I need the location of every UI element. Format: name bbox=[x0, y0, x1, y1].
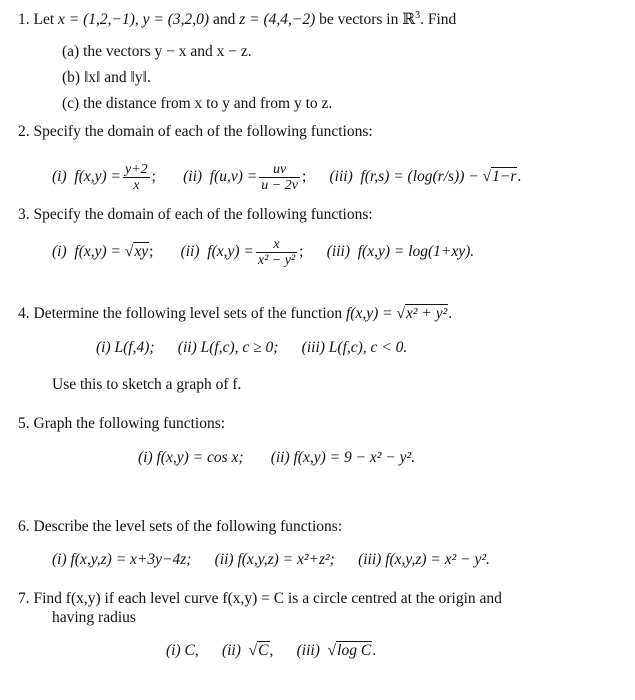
numerator: uv bbox=[259, 162, 300, 178]
math-expr: (iii) f(x,y,z) = x² − y². bbox=[358, 551, 490, 568]
problem-text: Graph the following functions: bbox=[33, 415, 226, 432]
problem-2-statement bbox=[18, 122, 373, 142]
punctuation: . bbox=[517, 168, 522, 185]
problem-6-functions bbox=[52, 550, 490, 570]
radicand: x² + y² bbox=[406, 305, 448, 322]
problem-3-statement bbox=[18, 205, 373, 225]
problem-text: and bbox=[209, 11, 240, 28]
math-expr: (i) f(x,y,z) = x+3y−4z; bbox=[52, 551, 192, 568]
denominator: x² − y² bbox=[257, 252, 296, 268]
problem-6-statement bbox=[18, 517, 342, 537]
math-expr: f(x,y) = bbox=[74, 243, 125, 260]
square-root: √x² + y² bbox=[396, 305, 448, 322]
math-expr: (i) f(x,y) = cos x; bbox=[138, 449, 244, 466]
problem-text: Determine the following level sets of the function bbox=[33, 305, 346, 322]
problem-text: Let bbox=[33, 11, 59, 28]
square-root: √xy bbox=[124, 243, 149, 260]
problem-text: . Find bbox=[420, 11, 457, 28]
problem-number: 4. bbox=[18, 305, 30, 322]
math-expr: (i) C, bbox=[166, 642, 199, 659]
punctuation: . bbox=[448, 305, 453, 322]
math-expr: f(x,y) = bbox=[346, 305, 397, 322]
item-label: (ii) bbox=[221, 642, 241, 659]
problem-text: Find f(x,y) if each level curve f(x,y) = C is a circle centred at the origin and bbox=[33, 590, 502, 607]
problem-7-statement-cont: having radius bbox=[52, 609, 136, 626]
math-expr: (iii) L(f,c), c < 0. bbox=[301, 339, 408, 356]
problem-4-sketch: Use this to sketch a graph of f. bbox=[52, 376, 242, 393]
problem-number: 3. bbox=[18, 206, 30, 223]
punctuation: , bbox=[269, 642, 274, 659]
problem-2-functions: (i) f(x,y) = $\frac{y+2}{x}$ ; (ii) f(u,v) = $\frac{uv}{u - 2v}$ ; (iii) f(r,s) = (log(r/s)) − √1−r. bbox=[52, 161, 522, 193]
problem-5-statement bbox=[18, 414, 225, 434]
problem-number: 2. bbox=[18, 123, 30, 140]
problem-text: be vectors in ℝ bbox=[315, 11, 416, 28]
fraction bbox=[259, 162, 300, 193]
punctuation: . bbox=[372, 642, 377, 659]
math-expr: (ii) f(x,y,z) = x²+z²; bbox=[214, 551, 335, 568]
problem-7-statement bbox=[18, 589, 502, 609]
problem-7-radii bbox=[166, 641, 376, 661]
problem-1-part-a: (a) the vectors y − x and x − z. bbox=[62, 43, 252, 60]
problem-number: 6. bbox=[18, 518, 30, 535]
math-expr: f(u,v) = bbox=[209, 168, 258, 185]
numerator: y+2 bbox=[125, 161, 148, 177]
problem-text: Specify the domain of each of the following functions: bbox=[33, 123, 373, 140]
radicand: 1−r bbox=[492, 168, 517, 185]
item-label: (iii) bbox=[329, 168, 353, 185]
math-expr: f(x,y) = bbox=[74, 168, 121, 185]
problem-3-functions: (i) f(x,y) = √xy; (ii) f(x,y) = $\frac{x}{\text{x² − y²}}$ ; (iii) f(x,y) = log(1+xy). bbox=[52, 236, 475, 268]
problem-text: Specify the domain of each of the following functions: bbox=[33, 206, 373, 223]
square-root: √C bbox=[248, 642, 269, 659]
problem-4-level-sets bbox=[96, 338, 407, 358]
item-label: (ii) bbox=[180, 243, 200, 260]
problem-1-statement bbox=[18, 10, 456, 30]
problem-number: 5. bbox=[18, 415, 30, 432]
problem-1-part-b: (b) ‖x‖ and ‖y‖. bbox=[62, 69, 151, 86]
problem-number: 7. bbox=[18, 590, 30, 607]
math-expr: f(x,y) = bbox=[207, 243, 254, 260]
item-label: (iii) bbox=[326, 243, 350, 260]
radicand: xy bbox=[134, 243, 149, 260]
item-label: (i) bbox=[52, 168, 67, 185]
square-root: √1−r bbox=[482, 168, 517, 185]
problem-text: Describe the level sets of the following functions: bbox=[33, 518, 343, 535]
item-label: (i) bbox=[52, 243, 67, 260]
problem-4-statement bbox=[18, 304, 452, 324]
denominator: u − 2v bbox=[261, 177, 298, 193]
math-expr: (i) L(f,4); bbox=[96, 339, 155, 356]
fraction bbox=[123, 162, 150, 193]
radicand: log C bbox=[337, 642, 372, 659]
superscript: 3 bbox=[415, 10, 421, 21]
radicand: C bbox=[258, 642, 269, 659]
numerator: x bbox=[256, 237, 297, 253]
math-expr: (ii) f(x,y) = 9 − x² − y². bbox=[270, 449, 416, 466]
math-expr: x = (1,2,−1), y = (3,2,0) bbox=[58, 11, 210, 28]
math-expr: f(x,y) = log(1+xy). bbox=[357, 243, 475, 260]
math-expr: z = (4,4,−2) bbox=[239, 11, 316, 28]
problem-1-part-c: (c) the distance from x to y and from y to z. bbox=[62, 95, 333, 112]
item-label: (iii) bbox=[296, 642, 320, 659]
square-root: √log C bbox=[327, 642, 372, 659]
fraction bbox=[256, 237, 297, 268]
math-expr: f(r,s) = (log(r/s)) − bbox=[360, 168, 483, 185]
denominator: x bbox=[133, 177, 140, 193]
problem-number: 1. bbox=[18, 11, 30, 28]
math-expr: (ii) L(f,c), c ≥ 0; bbox=[177, 339, 279, 356]
problem-5-functions bbox=[138, 448, 415, 468]
item-label: (ii) bbox=[183, 168, 203, 185]
